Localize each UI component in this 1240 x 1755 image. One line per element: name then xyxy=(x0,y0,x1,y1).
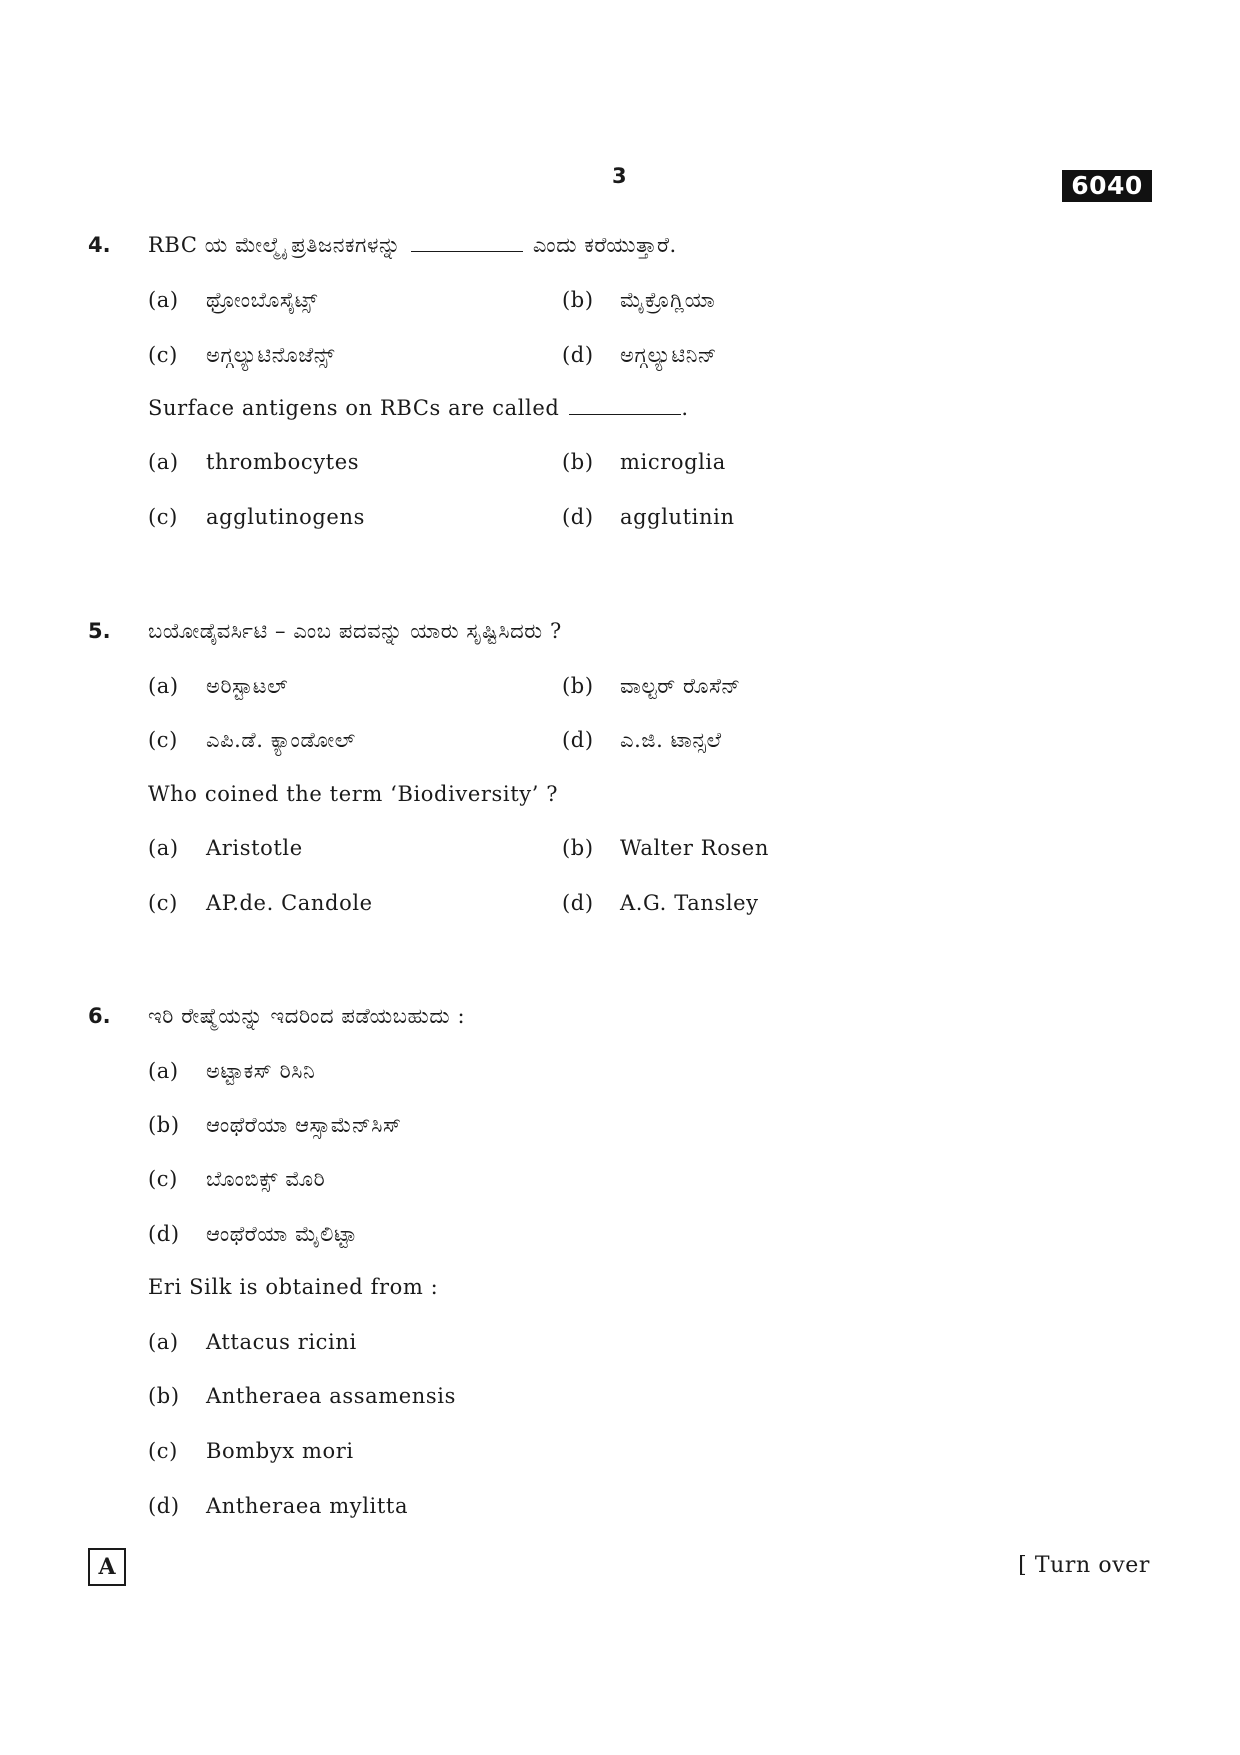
answer-blank xyxy=(411,233,523,252)
option-label: (c) xyxy=(148,1439,178,1463)
option-text: ಥ್ರೋಂಬೊಸೈಟ್ಸ್ xyxy=(206,288,318,312)
option-text: ಎಪಿ.ಡೆ. ಕ್ಯಾಂಡೋಲ್ xyxy=(206,728,356,752)
question-stem-english: Eri Silk is obtained from : xyxy=(148,1275,439,1299)
option-label: (b) xyxy=(148,1113,180,1137)
option-text: agglutinogens xyxy=(206,505,365,529)
option-text: Walter Rosen xyxy=(620,836,769,860)
option-label: (d) xyxy=(562,728,594,752)
option-label: (a) xyxy=(148,1059,179,1083)
question-stem-english xyxy=(148,393,689,423)
question-number: 6. xyxy=(88,1004,111,1028)
option-text: ಮೈಕ್ರೊಗ್ಲಿಯಾ xyxy=(620,288,716,312)
option-label: (c) xyxy=(148,1167,178,1191)
option-text: ಅಗ್ಗಲ್ಯುಟಿನಿನ್ xyxy=(620,343,718,367)
option-label: (a) xyxy=(148,1330,179,1354)
stem-text: Surface antigens on RBCs are called xyxy=(148,396,560,420)
option-label: (a) xyxy=(148,674,179,698)
option-label: (b) xyxy=(562,674,594,698)
stem-text: ಎಂದು ಕರೆಯುತ್ತಾರೆ. xyxy=(532,233,677,257)
option-label: (c) xyxy=(148,343,178,367)
option-label: (c) xyxy=(148,891,178,915)
question-number: 5. xyxy=(88,619,111,643)
option-label: (d) xyxy=(562,891,594,915)
option-label: (d) xyxy=(562,343,594,367)
turn-over-note: [ Turn over xyxy=(1018,1553,1150,1578)
question-stem-english: Who coined the term ‘Biodiversity’ ? xyxy=(148,782,559,806)
option-label: (a) xyxy=(148,836,179,860)
answer-blank xyxy=(569,396,681,415)
option-text: A.G. Tansley xyxy=(620,891,759,915)
option-label: (b) xyxy=(562,450,594,474)
page-number: 3 xyxy=(612,164,627,188)
option-text: agglutinin xyxy=(620,505,735,529)
option-text: Attacus ricini xyxy=(206,1330,357,1354)
option-text: ಅಗ್ಗಲ್ಯುಟಿನೊಜೆನ್ಸ್ xyxy=(206,343,335,367)
series-box: A xyxy=(88,1548,126,1586)
option-label: (a) xyxy=(148,288,179,312)
option-label: (c) xyxy=(148,505,178,529)
option-text: microglia xyxy=(620,450,726,474)
option-label: (b) xyxy=(148,1384,180,1408)
question-stem-kannada: ಇರಿ ರೇಷ್ಮೆಯನ್ನು ಇದರಿಂದ ಪಡೆಯಬಹುದು : xyxy=(148,1004,466,1028)
option-text: thrombocytes xyxy=(206,450,360,474)
option-label: (d) xyxy=(148,1494,180,1518)
option-text: Antheraea mylitta xyxy=(206,1494,409,1518)
option-label: (a) xyxy=(148,450,179,474)
question-number: 4. xyxy=(88,233,111,257)
option-text: ಎ.ಜಿ. ಟಾನ್ಸಲೆ xyxy=(620,728,722,752)
stem-text: RBC ಯ ಮೇಲ್ಮೈ ಪ್ರತಿಜನಕಗಳನ್ನು xyxy=(148,233,401,257)
option-label: (b) xyxy=(562,288,594,312)
option-label: (d) xyxy=(148,1222,180,1246)
option-text: ಬೊಂಬಿಕ್ಸ್ ಮೊರಿ xyxy=(206,1167,326,1191)
option-text: ವಾಲ್ಟರ್ ರೊಸೆನ್ xyxy=(620,674,741,698)
question-stem-kannada xyxy=(148,230,677,260)
paper-code-badge: 6040 xyxy=(1062,170,1152,202)
option-text: Aristotle xyxy=(206,836,303,860)
option-text: Bombyx mori xyxy=(206,1439,354,1463)
option-text: ಅಟ್ಟಾಕಸ್ ರಿಸಿನಿ xyxy=(206,1059,316,1083)
option-text: ಅರಿಸ್ಟಾಟಲ್ xyxy=(206,674,289,698)
option-text: ಆಂಥೆರೆಯಾ ಆಸ್ಸಾಮೆನ್‌ಸಿಸ್ xyxy=(206,1113,402,1137)
option-label: (b) xyxy=(562,836,594,860)
option-text: Antheraea assamensis xyxy=(206,1384,456,1408)
question-stem-kannada: ಬಯೋಡೈವರ್ಸಿಟಿ – ಎಂಬ ಪದವನ್ನು ಯಾರು ಸೃಷ್ಟಿಸಿದರು ? xyxy=(148,619,562,643)
stem-text: . xyxy=(681,396,689,420)
option-text: AP.de. Candole xyxy=(206,891,373,915)
option-label: (c) xyxy=(148,728,178,752)
option-text: ಆಂಥೆರೆಯಾ ಮೈಲಿಟ್ಟಾ xyxy=(206,1222,358,1246)
option-label: (d) xyxy=(562,505,594,529)
